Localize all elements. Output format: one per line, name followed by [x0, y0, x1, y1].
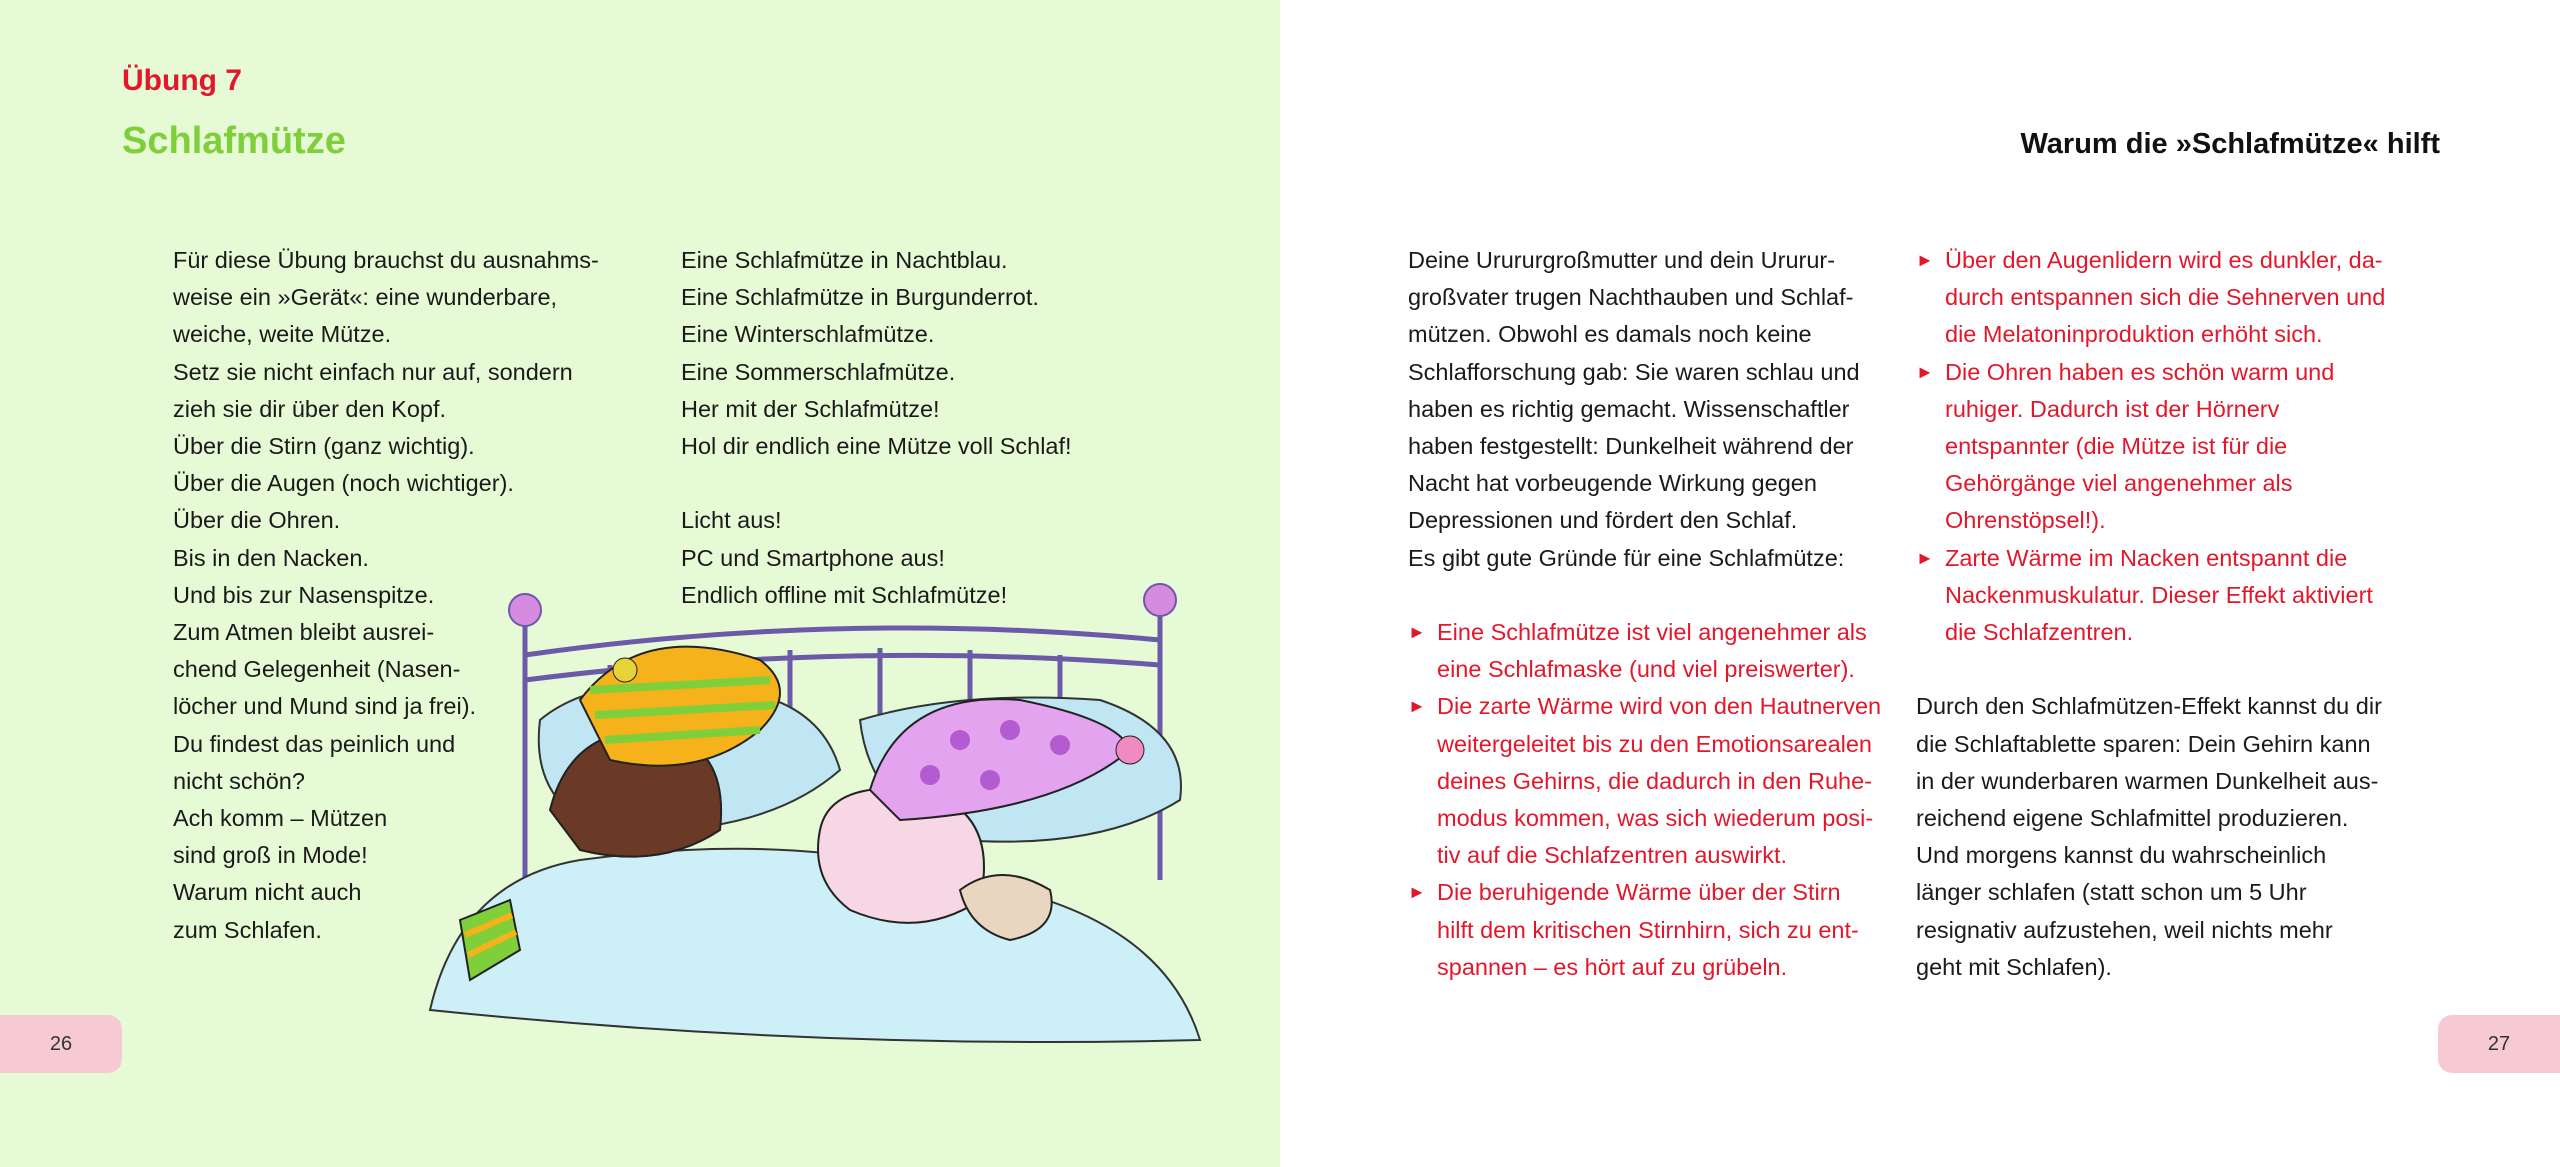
text-line: Nacht hat vorbeugende Wirkung gegen	[1408, 470, 1817, 497]
bullet-line: eine Schlafmaske (und viel preiswerter).	[1437, 656, 1855, 683]
exercise-title: Schlafmütze	[122, 120, 346, 162]
exercise-label: Übung 7	[122, 64, 242, 97]
bullet-item	[1408, 688, 1881, 874]
text-line: Schlafforschung gab: Sie waren schlau und	[1408, 358, 1860, 385]
text-line: chend Gelegenheit (Nasen-	[173, 656, 461, 683]
bullet-line: Ohrenstöpsel!).	[1945, 507, 2106, 534]
poem-line: Licht aus!	[681, 507, 782, 534]
text-line: weiche, weite Mütze.	[173, 321, 392, 348]
text-line: weise ein »Gerät«: eine wunderbare,	[173, 284, 558, 311]
bullet-line: durch entspannen sich die Sehnerven und	[1945, 284, 2386, 311]
bullet-item	[1408, 874, 1881, 986]
text-line: großvater trugen Nachthauben und Schlaf-	[1408, 284, 1854, 311]
text-line: resignativ aufzustehen, weil nichts mehr	[1916, 916, 2333, 943]
text-line: Durch den Schlafmützen-Effekt kannst du dir	[1916, 693, 2382, 720]
poem-line: Eine Winterschlafmütze.	[681, 321, 935, 348]
text-line: reichend eigene Schlafmittel produzieren.	[1916, 805, 2349, 832]
bullet-line: Die Ohren haben es schön warm und	[1945, 358, 2335, 385]
text-line: Und bis zur Nasenspitze.	[173, 581, 435, 608]
bullet-line: deines Gehirns, die dadurch in den Ruhe-	[1437, 767, 1873, 794]
text-line: länger schlafen (statt schon um 5 Uhr	[1916, 879, 2307, 906]
triangle-right-bullet-icon: ►	[1916, 250, 1934, 270]
poem-line: Eine Sommerschlafmütze.	[681, 358, 956, 385]
bullet-item	[1916, 242, 2385, 354]
bullet-line: hilft dem kritischen Stirnhirn, sich zu ent-	[1437, 916, 1859, 943]
text-line: Es gibt gute Gründe für eine Schlafmütze:	[1408, 544, 1845, 571]
text-line: zieh sie dir über den Kopf.	[173, 395, 447, 422]
poem-line: PC und Smartphone aus!	[681, 544, 945, 571]
text-line: Deine Urururgroßmutter und dein Ururur-	[1408, 247, 1836, 273]
text-line: Ach komm – Mützen	[173, 805, 388, 832]
text-line: Bis in den Nacken.	[173, 544, 369, 571]
bullet-item	[1408, 614, 1881, 688]
text-line: Zum Atmen bleibt ausrei-	[173, 619, 435, 646]
text-line: Depressionen und fördert den Schlaf.	[1408, 507, 1798, 534]
bullet-line: die Schlafzentren.	[1945, 619, 2134, 646]
bullet-line: ruhiger. Dadurch ist der Hörnerv	[1945, 395, 2280, 422]
bullet-line: tiv auf die Schlafzentren auswirkt.	[1437, 842, 1788, 869]
triangle-right-bullet-icon: ►	[1408, 622, 1426, 643]
text-line: Und morgens kannst du wahrscheinlich	[1916, 842, 2327, 869]
bullet-item	[1916, 540, 2385, 652]
text-line: haben festgestellt: Dunkelheit während der	[1408, 433, 1854, 460]
text-line: Du findest das peinlich und	[173, 730, 456, 757]
page-number-right: 27	[2438, 1015, 2560, 1073]
poem-line: Eine Schlafmütze in Nachtblau.	[681, 247, 1008, 273]
text-line: sind groß in Mode!	[173, 842, 368, 869]
bullet-item	[1916, 354, 2385, 540]
text-line: Warum nicht auch	[173, 879, 362, 906]
right-page-heading: Warum die »Schlafmütze« hilft	[2020, 128, 2440, 160]
text-line: in der wunderbaren warmen Dunkelheit aus-	[1916, 767, 2379, 794]
right-column-1	[1408, 242, 1881, 986]
text-line: löcher und Mund sind ja frei).	[173, 693, 477, 720]
bullet-line: Zarte Wärme im Nacken entspannt die	[1945, 544, 2348, 571]
poem-line: Hol dir endlich eine Mütze voll Schlaf!	[681, 433, 1072, 460]
bullet-line: Die beruhigende Wärme über der Stirn	[1437, 879, 1841, 906]
text-line: Über die Ohren.	[173, 507, 341, 534]
text-line: mützen. Obwohl es damals noch keine	[1408, 321, 1812, 348]
triangle-right-bullet-icon: ►	[1916, 361, 1934, 382]
poem-line: Her mit der Schlafmütze!	[681, 395, 940, 422]
bullet-line: Nackenmuskulatur. Dieser Effekt aktiviert	[1945, 581, 2373, 608]
text-line: Für diese Übung brauchst du ausnahms-	[173, 247, 599, 273]
bullet-line: entspannter (die Mütze ist für die	[1945, 433, 2288, 460]
text-line: nicht schön?	[173, 767, 305, 794]
text-line: die Schlaftablette sparen: Dein Gehirn kann	[1916, 730, 2371, 757]
text-line: Über die Augen (noch wichtiger).	[173, 470, 514, 497]
bullet-line: spannen – es hört auf zu grübeln.	[1437, 953, 1788, 980]
bullet-line: Die zarte Wärme wird von den Hautnerven	[1437, 693, 1882, 720]
left-column-2	[681, 242, 1072, 614]
sleeping-characters-illustration	[400, 580, 1210, 1050]
bullet-line: Gehörgänge viel angenehmer als	[1945, 470, 2293, 497]
poem-line: Eine Schlafmütze in Burgunderrot.	[681, 284, 1039, 311]
poem-line: Endlich offline mit Schlafmütze!	[681, 581, 1008, 608]
text-line: zum Schlafen.	[173, 916, 322, 943]
page-number-left: 26	[0, 1015, 122, 1073]
text-line: Über die Stirn (ganz wichtig).	[173, 433, 475, 460]
bullet-line: Eine Schlafmütze ist viel angenehmer als	[1437, 619, 1867, 646]
triangle-right-bullet-icon: ►	[1408, 696, 1426, 717]
text-line: haben es richtig gemacht. Wissenschaftler	[1408, 395, 1850, 422]
bullet-line: weitergeleitet bis zu den Emotionsarealen	[1437, 730, 1873, 757]
right-column-2	[1916, 242, 2385, 986]
bullet-line: die Melatoninproduktion erhöht sich.	[1945, 321, 2323, 348]
bullet-line: modus kommen, was sich wiederum posi-	[1437, 805, 1874, 832]
bullet-line: Über den Augenlidern wird es dunkler, da-	[1945, 247, 2383, 273]
triangle-right-bullet-icon: ►	[1916, 547, 1934, 568]
text-line: Setz sie nicht einfach nur auf, sondern	[173, 358, 573, 385]
triangle-right-bullet-icon: ►	[1408, 882, 1426, 903]
text-line: geht mit Schlafen).	[1916, 953, 2112, 980]
